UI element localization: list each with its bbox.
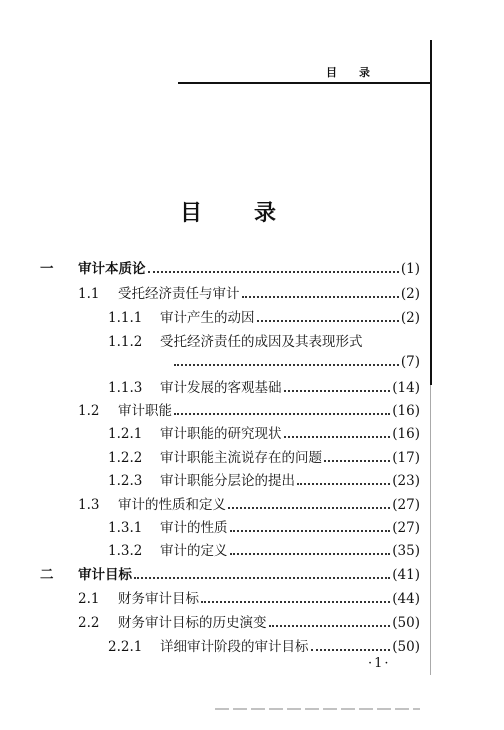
toc-entry[interactable] [108,424,420,444]
toc-entry[interactable] [78,401,420,421]
toc-entry-number: 二 [40,567,54,583]
toc-leader-dots [269,625,391,627]
toc-entry[interactable] [108,448,420,468]
toc-leader-dots [228,507,390,509]
toc-leader-dots [148,271,399,273]
toc-entry-label: 审计发展的客观基础 [160,380,282,396]
toc-entry-number: 1.1 [78,286,100,302]
toc-entry-label: 审计的定义 [160,543,228,559]
toc-entry-label: 审计的性质 [160,520,228,536]
toc-entry[interactable] [78,613,420,633]
toc-leader-dots [297,483,390,485]
toc-entry[interactable] [78,495,420,515]
toc-entry-number: 2.1 [78,591,100,607]
toc-entry-page: (50) [392,639,420,655]
page-number: ·1· [368,656,391,671]
toc-leader-dots [230,530,391,532]
toc-leader-dots [257,320,399,322]
toc-entry-number: 2.2.1 [108,639,143,655]
toc-leader-dots [201,601,390,603]
toc-entry-number: 1.3 [78,497,100,513]
toc-entry-label: 详细审计阶段的审计目标 [160,639,309,655]
toc-leader-dots [174,364,399,366]
toc-leader-dots [174,413,390,415]
toc-entry-label: 审计职能分层论的提出 [160,473,295,489]
toc-entry-label: 受托经济责任与审计 [118,286,240,302]
toc-entry-page: (17) [392,450,420,466]
toc-leader-dots [284,390,391,392]
toc-entry-number: 一 [40,261,54,277]
running-head [178,64,430,84]
toc-entry-number: 1.3.2 [108,543,143,559]
toc-entry-page: (27) [392,520,420,536]
toc-entry-page: (41) [392,567,420,583]
toc-entry-label: 审计的性质和定义 [118,497,226,513]
toc-entry-label: 审计本质论 [78,261,146,277]
toc-entry-number: 1.1.2 [108,334,143,350]
toc-entry-label: 审计职能的研究现状 [160,426,282,442]
toc-entry-number: 1.2.2 [108,450,143,466]
toc-entry-number: 1.3.1 [108,520,143,536]
toc-entry-page: (7) [400,354,420,370]
toc-entry-number: 1.1.3 [108,380,143,396]
toc-entry[interactable] [108,378,420,398]
page-edge-rule [430,40,432,385]
running-head-text: 目录 [326,66,392,79]
toc-leader-dots [324,460,390,462]
toc-leader-dots [134,577,390,579]
toc-entry[interactable] [108,518,420,538]
toc-entry-page: (1) [400,261,420,277]
toc-entry-number: 1.1.1 [108,310,143,326]
toc-entry-page: (35) [392,543,420,559]
toc-entry[interactable] [40,259,420,279]
toc-entry-page: (27) [392,497,420,513]
toc-entry-number: 1.2.1 [108,426,143,442]
toc-entry[interactable] [40,565,420,585]
toc-leader-dots [311,649,391,651]
toc-entry-label: 财务审计目标 [118,591,199,607]
toc-entry-label: 审计目标 [78,567,132,583]
toc-entry-label: 审计产生的动因 [160,310,255,326]
toc-entry[interactable] [108,471,420,491]
toc-entry[interactable] [108,541,420,561]
toc-entry[interactable] [108,308,420,328]
toc-entry-page: (14) [392,380,420,396]
toc-entry-label: 受托经济责任的成因及其表现形式 [160,334,363,350]
toc-entry[interactable] [78,284,420,304]
page-title: 目录 [180,201,329,226]
toc-entry-number: 2.2 [78,615,100,631]
toc-entry-page: (23) [392,473,420,489]
toc-entry-page: (2) [400,310,420,326]
toc-entry-page: (16) [392,403,420,419]
toc-entry[interactable] [172,352,420,372]
toc-entry-number: 1.2.3 [108,473,143,489]
toc-entry-number: 1.2 [78,403,100,419]
toc-entry-label: 审计职能 [118,403,172,419]
toc-entry-label: 审计职能主流说存在的问题 [160,450,322,466]
toc-entry[interactable] [108,332,420,352]
toc-entry-page: (2) [400,286,420,302]
toc-entry[interactable] [108,637,420,657]
toc-entry-label: 财务审计目标的历史演变 [118,615,267,631]
page-edge-rule-faint [430,385,431,675]
toc-entry[interactable] [78,589,420,609]
toc-leader-dots [242,296,399,298]
toc-entry-page: (44) [392,591,420,607]
toc-leader-dots [284,436,391,438]
toc-leader-dots [230,553,391,555]
scan-artifact [215,708,420,710]
toc-entry-page: (16) [392,426,420,442]
toc-entry-page: (50) [392,615,420,631]
